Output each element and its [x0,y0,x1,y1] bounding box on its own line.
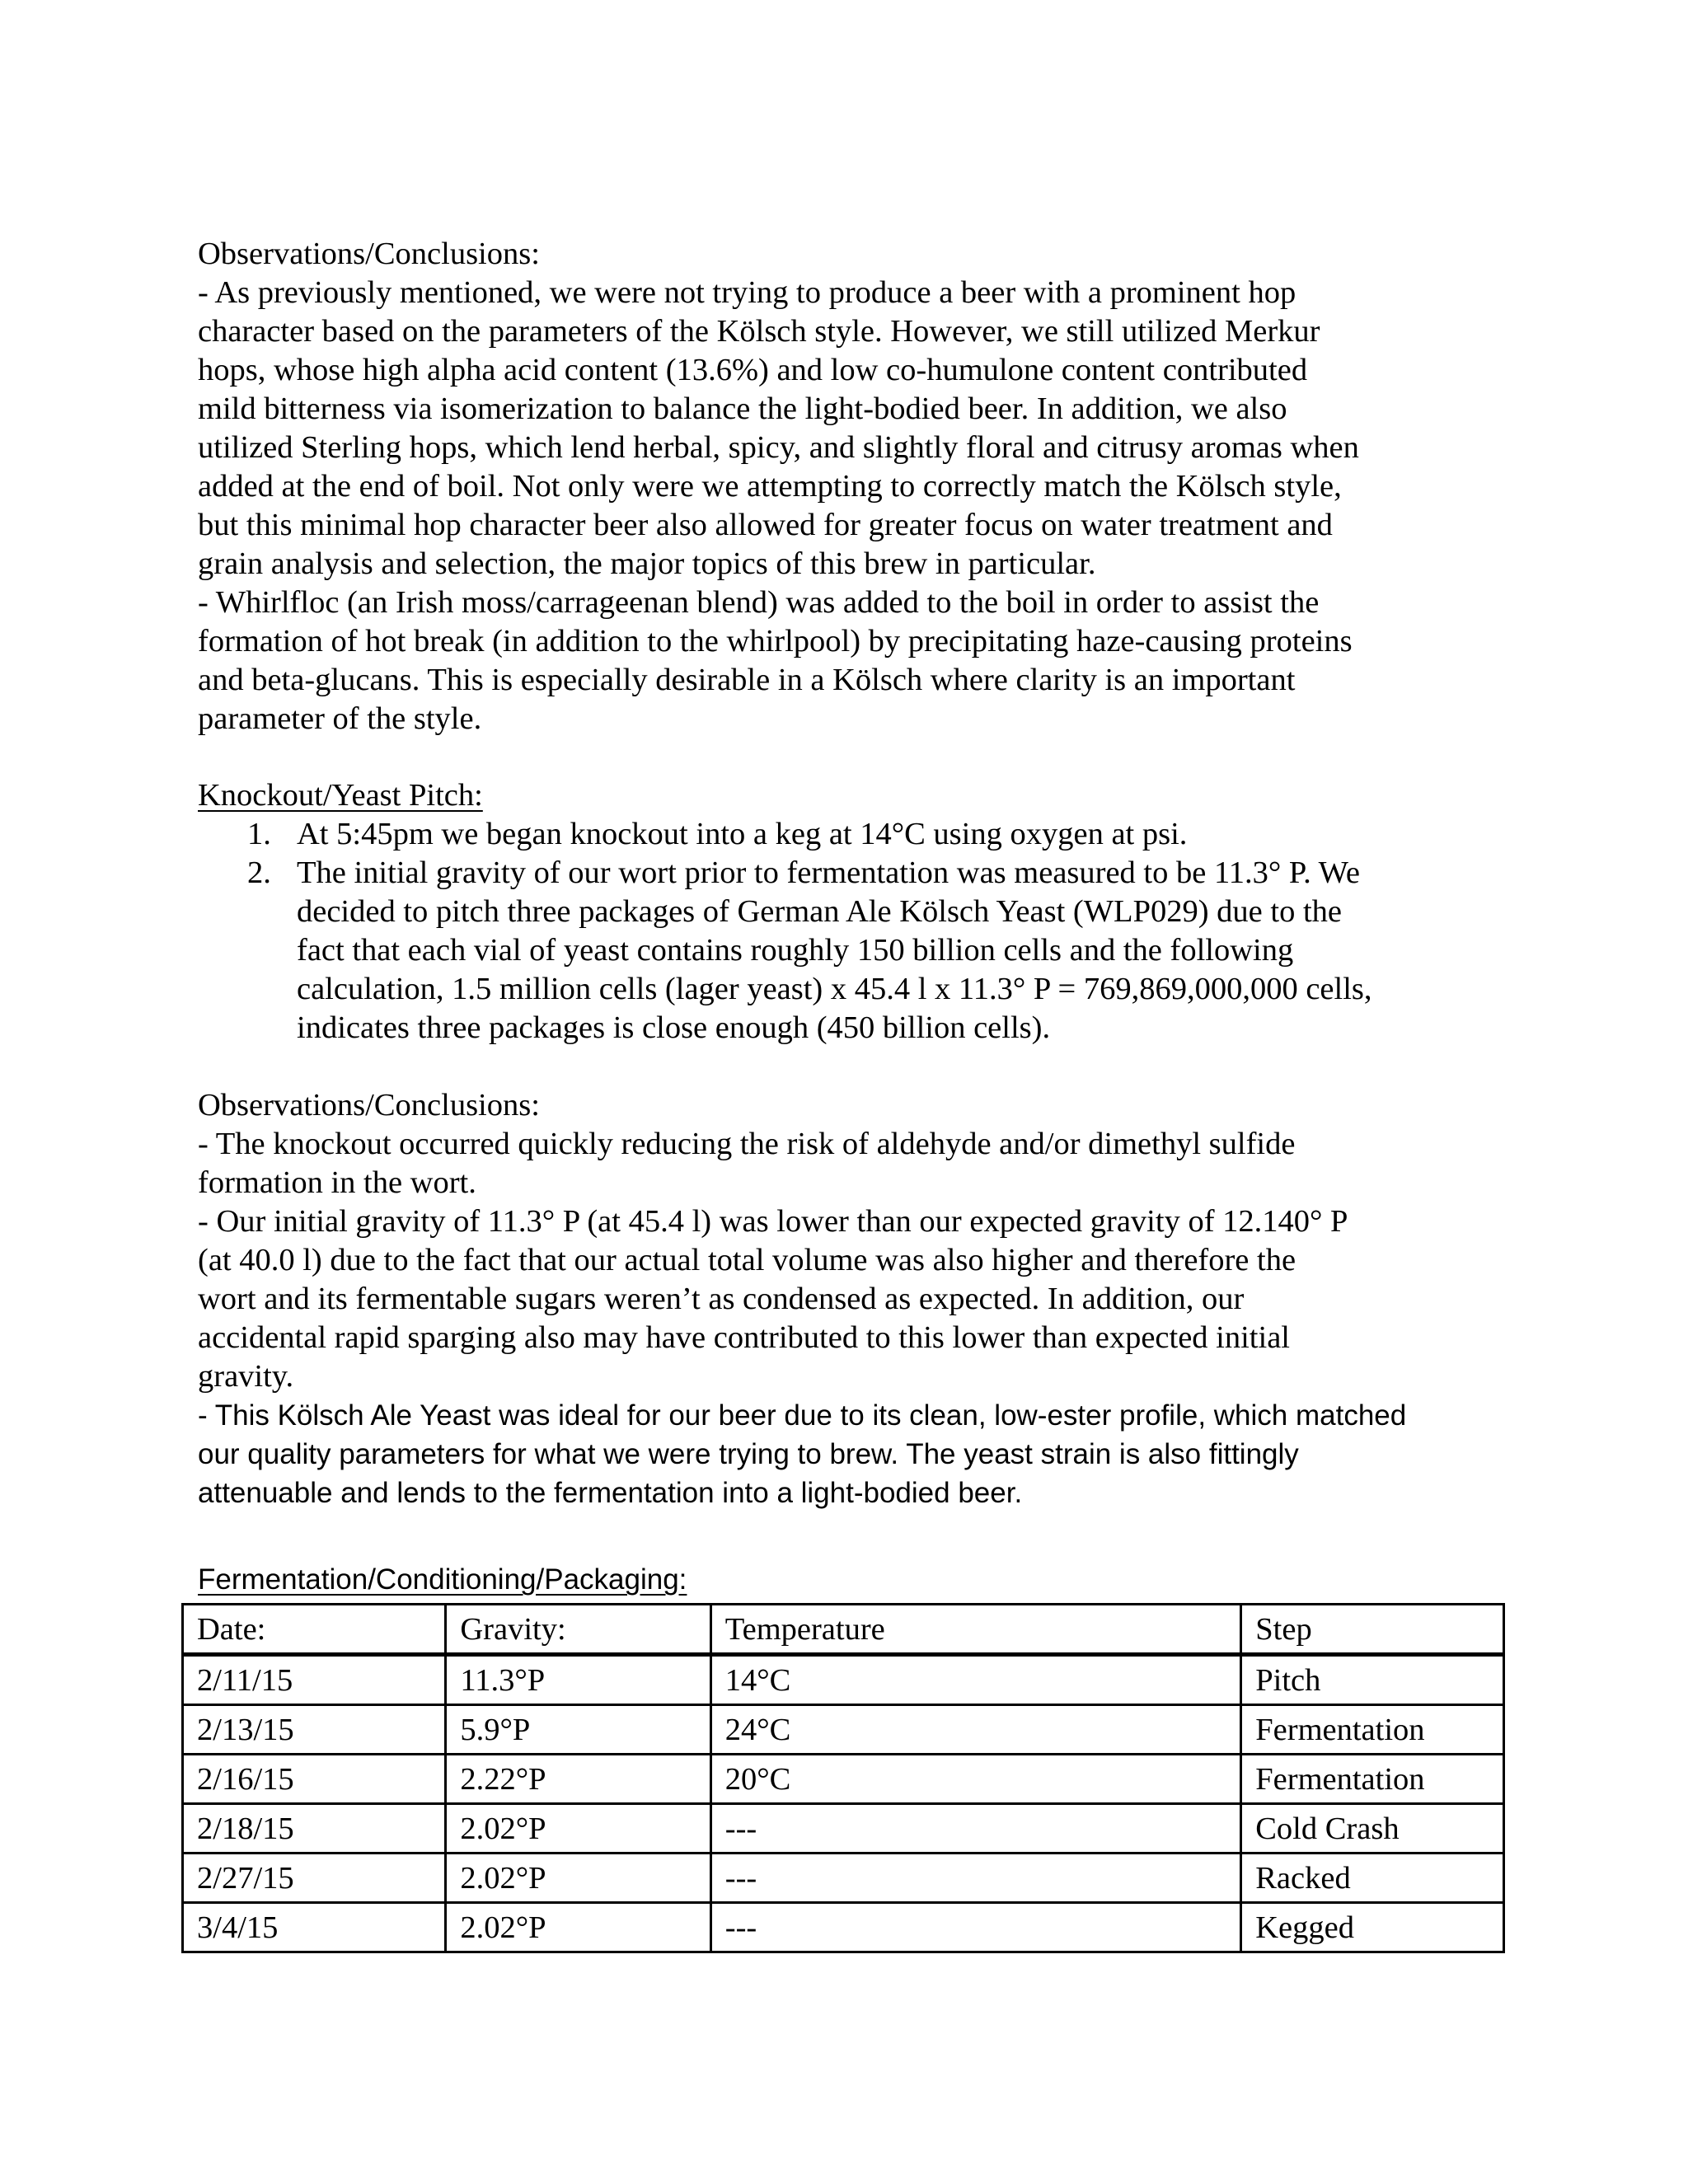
gravity-cell: 2.02°P [446,1854,710,1903]
fermentation-heading: Fermentation/Conditioning/Packaging: [198,1563,687,1596]
paragraph-line: our quality parameters for what we were trying to brew. The yeast strain is also fittingly [198,1438,1299,1470]
date-cell: 2/18/15 [183,1804,446,1854]
paragraph-line: mild bitterness via isomerization to balance the light-bodied beer. In addition, we also [198,391,1287,426]
temperature-cell: 24°C [710,1705,1240,1755]
paragraph-line: gravity. [198,1359,294,1394]
paragraph-line: added at the end of boil. Not only were we attempting to correctly match the Kölsch style, [198,469,1342,504]
observations-section-1 [198,235,1517,738]
knockout-list [198,815,1533,1047]
paragraph-line: attenuable and lends to the fermentation into a light-bodied beer. [198,1477,1023,1509]
fermentation-table [181,1603,1505,1953]
list-item-line: calculation, 1.5 million cells (lager yeast) x 45.4 l x 11.3° P = 769,869,000,000 cells, [297,972,1372,1006]
table-row [183,1755,1504,1804]
date-cell: 3/4/15 [183,1903,446,1952]
list-number: 2. [247,855,271,890]
section-heading: Observations/Conclusions: [198,1088,540,1122]
knockout-heading-block [198,776,1517,815]
paragraph-line: parameter of the style. [198,701,482,736]
gravity-cell: 2.02°P [446,1804,710,1854]
list-item-line: fact that each vial of yeast contains roughly 150 billion cells and the following [297,933,1294,968]
temperature-cell: 20°C [710,1755,1240,1804]
list-item-line: The initial gravity of our wort prior to fermentation was measured to be 11.3° P. We [297,855,1360,890]
list-item-line: At 5:45pm we began knockout into a keg at 14°C using oxygen at psi. [297,817,1188,851]
table-row [183,1705,1504,1755]
temperature-cell: --- [710,1804,1240,1854]
column-header: Temperature [710,1605,1240,1655]
list-item-line: indicates three packages is close enough (450 billion cells). [297,1010,1051,1045]
temperature-cell: --- [710,1903,1240,1952]
paragraph-line: - The knockout occurred quickly reducing the risk of aldehyde and/or dimethyl sulfide [198,1127,1296,1161]
paragraph-line: (at 40.0 l) due to the fact that our actual total volume was also higher and therefore the [198,1243,1296,1277]
step-cell: Racked [1241,1854,1504,1903]
list-number: 1. [247,817,271,851]
paragraph-line: formation of hot break (in addition to the whirlpool) by precipitating haze-causing proteins [198,624,1353,658]
date-cell: 2/16/15 [183,1755,446,1804]
observations-section-2 [198,1086,1517,1512]
section-heading: Observations/Conclusions: [198,237,540,271]
step-cell: Pitch [1241,1655,1504,1705]
step-cell: Fermentation [1241,1705,1504,1755]
step-cell: Fermentation [1241,1755,1504,1804]
list-item [198,815,1533,854]
table-row [183,1804,1504,1854]
paragraph-line: - As previously mentioned, we were not trying to produce a beer with a prominent hop [198,275,1296,310]
paragraph-line: hops, whose high alpha acid content (13.6%) and low co-humulone content contributed [198,353,1308,387]
column-header: Date: [183,1605,446,1655]
paragraph-line: - Whirlfloc (an Irish moss/carrageenan blend) was added to the boil in order to assist the [198,585,1320,620]
paragraph-line: - Our initial gravity of 11.3° P (at 45.4 l) was lower than our expected gravity of 12.140° P [198,1204,1348,1239]
paragraph-line: accidental rapid sparging also may have contributed to this lower than expected initial [198,1320,1290,1355]
temperature-cell: --- [710,1854,1240,1903]
column-header: Gravity: [446,1605,710,1655]
paragraph-line: - This Kölsch Ale Yeast was ideal for our beer due to its clean, low-ester profile, which matched [198,1399,1407,1432]
list-item-line: decided to pitch three packages of German Ale Kölsch Yeast (WLP029) due to the [297,894,1342,929]
table-row [183,1854,1504,1903]
gravity-cell: 5.9°P [446,1705,710,1755]
gravity-cell: 11.3°P [446,1655,710,1705]
table-header-row [183,1605,1504,1655]
date-cell: 2/13/15 [183,1705,446,1755]
date-cell: 2/27/15 [183,1854,446,1903]
table-row [183,1903,1504,1952]
date-cell: 2/11/15 [183,1655,446,1705]
gravity-cell: 2.22°P [446,1755,710,1804]
column-header: Step [1241,1605,1504,1655]
paragraph-line: wort and its fermentable sugars weren’t as condensed as expected. In addition, our [198,1282,1245,1316]
step-cell: Cold Crash [1241,1804,1504,1854]
fermentation-heading-block [198,1560,1517,1599]
paragraph-line: grain analysis and selection, the major topics of this brew in particular. [198,546,1096,581]
knockout-heading: Knockout/Yeast Pitch: [198,778,483,813]
paragraph-line: character based on the parameters of the Kölsch style. However, we still utilized Merkur [198,314,1320,349]
paragraph-line: and beta-glucans. This is especially desirable in a Kölsch where clarity is an important [198,663,1296,697]
paragraph-line: utilized Sterling hops, which lend herbal, spicy, and slightly floral and citrusy aromas when [198,430,1359,465]
gravity-cell: 2.02°P [446,1903,710,1952]
paragraph-line: but this minimal hop character beer also allowed for greater focus on water treatment and [198,508,1333,542]
table-row [183,1655,1504,1705]
list-item [198,854,1533,1047]
temperature-cell: 14°C [710,1655,1240,1705]
paragraph-line: formation in the wort. [198,1165,476,1200]
step-cell: Kegged [1241,1903,1504,1952]
